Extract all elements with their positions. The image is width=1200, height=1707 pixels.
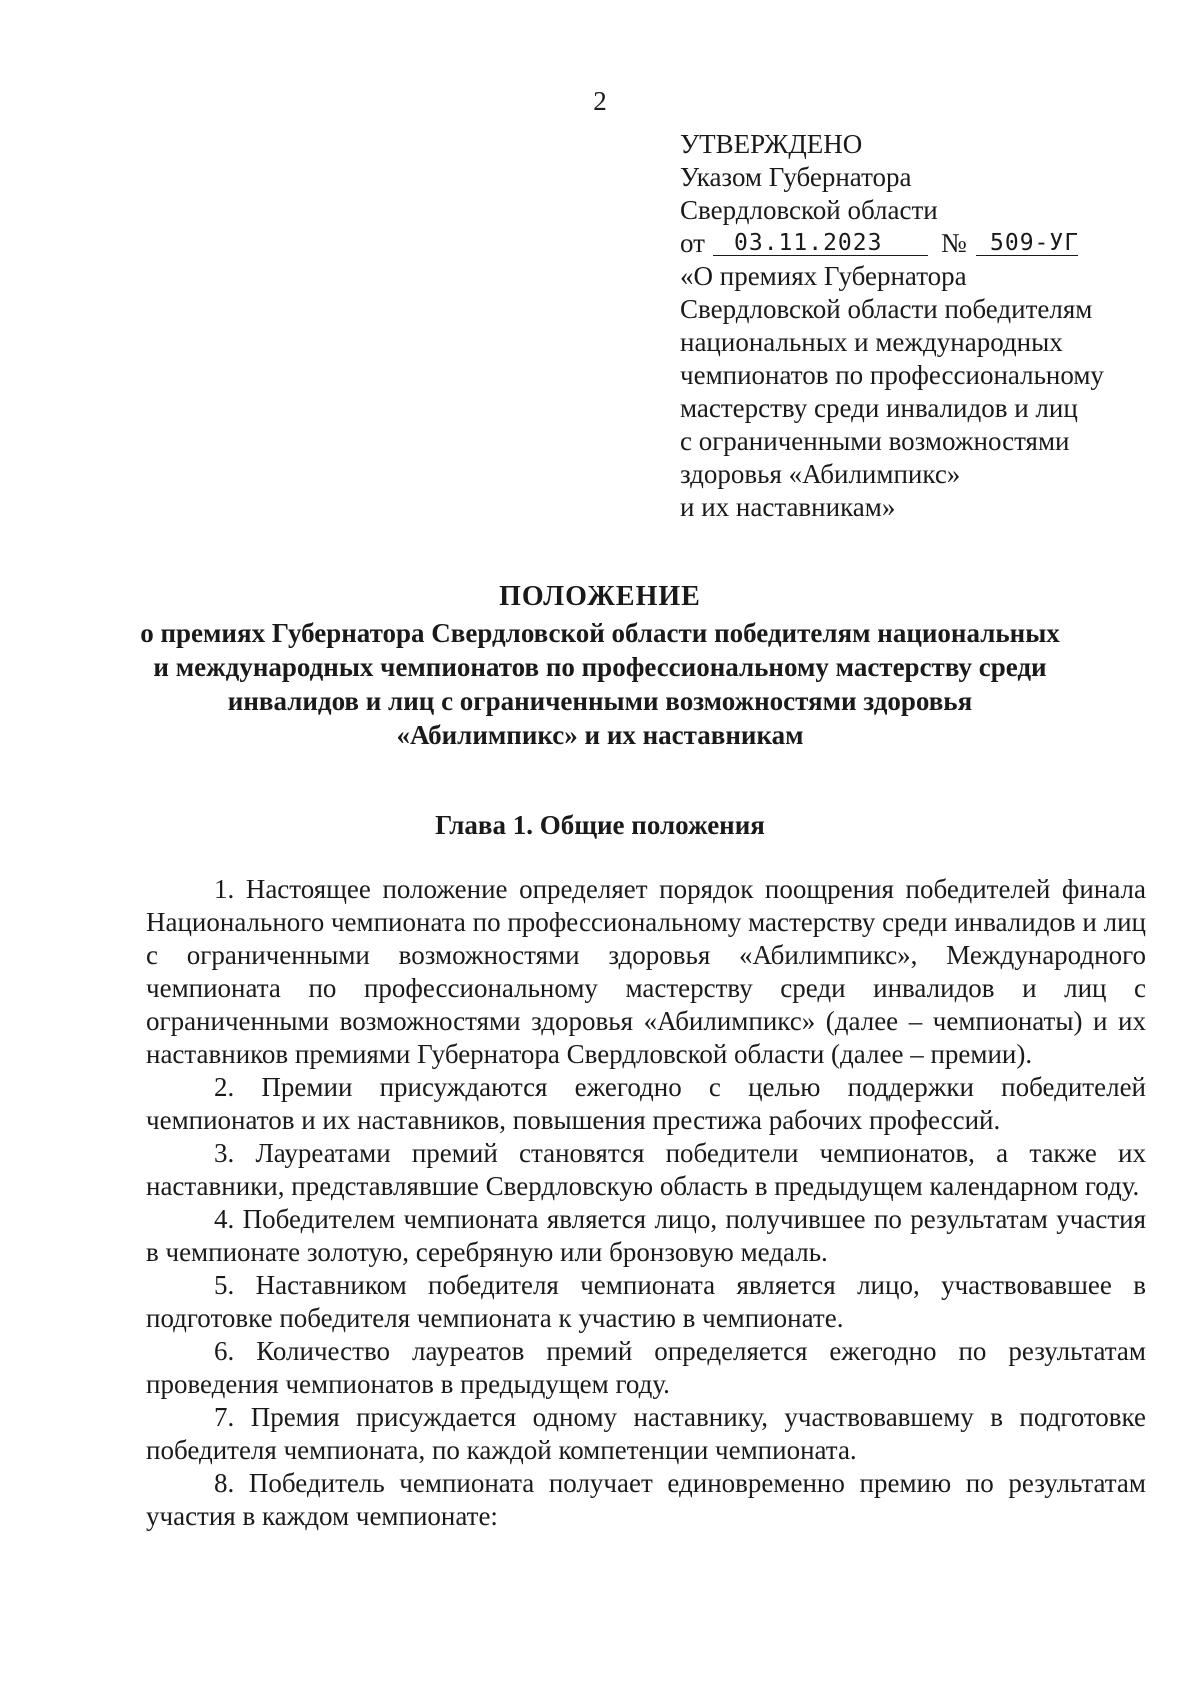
approval-authority: Указом Губернатора — [680, 162, 912, 192]
approval-date: 03.11.2023 — [734, 230, 883, 256]
paragraph: 4. Победителем чемпионата является лицо, получившее по результатам участия в чемпионате золотую, серебряную или бронзовую медаль. — [146, 1204, 1146, 1267]
approval-date-number-line — [680, 227, 1140, 260]
approval-title-line: и их наставникам» — [680, 492, 896, 522]
approval-region: Свердловской области — [680, 195, 938, 225]
approval-title-line: Свердловской области победителям — [680, 294, 1093, 324]
approval-title-line: чемпионатов по профессиональному — [680, 360, 1104, 390]
paragraph: 8. Победитель чемпионата получает единовременно премию по результатам участия в каждом чемпионате: — [146, 1468, 1146, 1531]
approval-heading: УТВЕРЖДЕНО — [680, 129, 863, 159]
document-subtitle-line: и международных чемпионатов по профессиональному мастерству среди — [153, 652, 1047, 682]
approval-number: 509-УГ — [990, 230, 1080, 256]
approval-title-line: национальных и международных — [680, 327, 1063, 357]
page-number: 2 — [593, 86, 607, 116]
paragraph: 5. Наставником победителя чемпионата является лицо, участвовавшее в подготовке победителя чемпионата к участию в чемпионате. — [146, 1270, 1146, 1333]
document-title: ПОЛОЖЕНИЕ — [499, 581, 701, 612]
approval-stamp-block — [680, 128, 1140, 524]
document-subtitle-line: инвалидов и лиц с ограниченными возможностями здоровья — [227, 686, 973, 716]
document-body — [146, 873, 1146, 1533]
paragraph: 6. Количество лауреатов премий определяется ежегодно по результатам проведения чемпионатов в предыдущем году. — [146, 1336, 1146, 1399]
paragraph: 2. Премии присуждаются ежегодно с целью поддержки победителей чемпионатов и их наставников, повышения престижа рабочих профессий. — [146, 1072, 1146, 1135]
paragraph: 7. Премия присуждается одному наставнику, участвовавшему в подготовке победителя чемпионата, по каждой компетенции чемпионата. — [146, 1402, 1146, 1465]
approval-title-line: мастерству среди инвалидов и лиц — [680, 393, 1078, 423]
paragraph: 3. Лауреатами премий становятся победители чемпионатов, а также их наставники, представлявшие Свердловскую область в предыдущем календарном году. — [146, 1138, 1146, 1201]
document-subtitle-line: о премиях Губернатора Свердловской области победителям национальных — [140, 618, 1060, 648]
approval-title-line: с ограниченными возможностями — [680, 426, 1070, 456]
document-subtitle-line: «Абилимпикс» и их наставникам — [396, 720, 804, 750]
date-prefix: от — [680, 228, 705, 258]
approval-title-line: здоровья «Абилимпикс» — [680, 459, 961, 489]
approval-title-line: «О премиях Губернатора — [680, 261, 967, 291]
document-title-block — [100, 580, 1100, 752]
number-sign: № — [941, 228, 967, 258]
paragraph: 1. Настоящее положение определяет порядок поощрения победителей финала Национального чемпионата по профессиональному мастерству среди инвалидов и лиц с ограниченными возможностями здоровья «Абилимпикс», Международного чемпионата по профессиональному мастерству среди инвалидов и лиц с ограниченными возможностями здоровья «Абилимпикс» (далее – чемпионаты) и их наставников премиями Губернатора Свердловской области (далее – премии). — [146, 874, 1146, 1069]
chapter-heading: Глава 1. Общие положения — [435, 810, 765, 840]
